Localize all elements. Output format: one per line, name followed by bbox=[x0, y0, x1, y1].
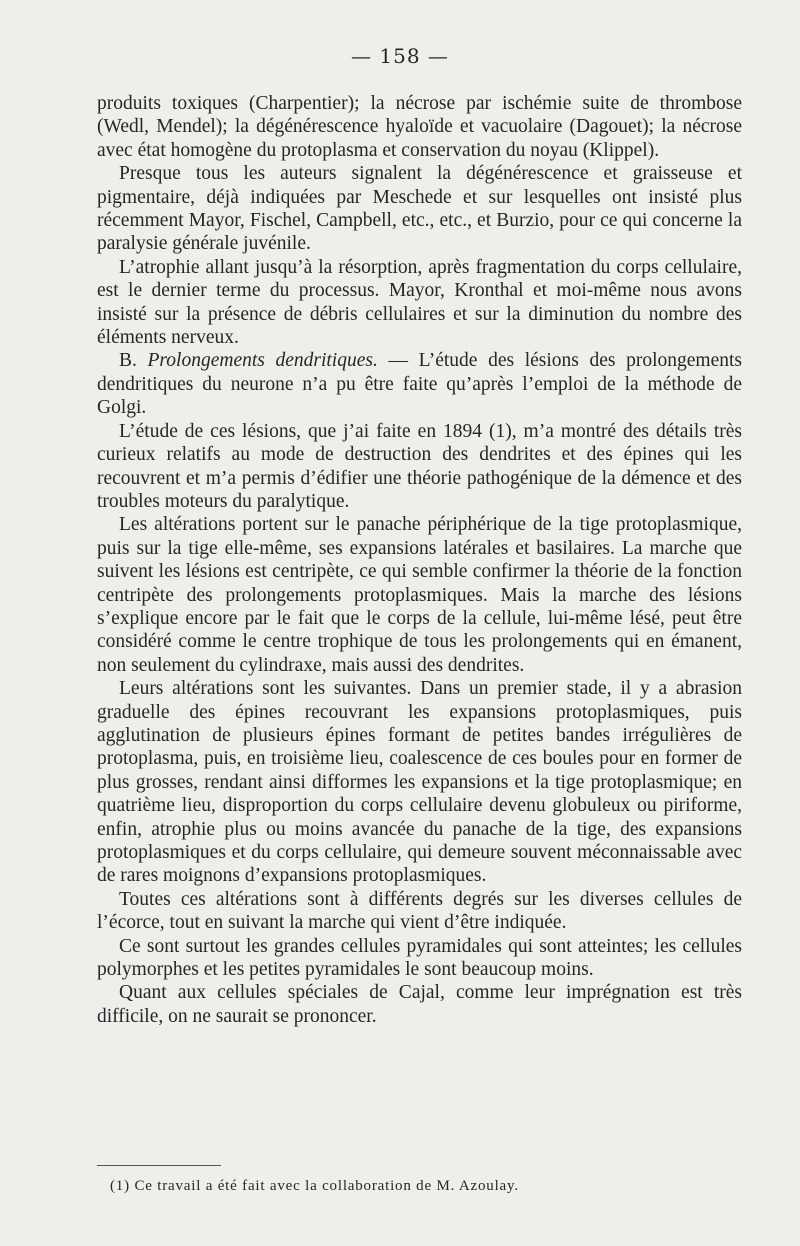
footnote: (1) Ce travail a été fait avec la collaboration de M. Azoulay. bbox=[110, 1178, 519, 1194]
paragraph-10: Quant aux cellules spéciales de Cajal, comme leur imprégnation est très difficile, on ne saurait se prononcer. bbox=[97, 982, 742, 1027]
paragraph-9: Ce sont surtout les grandes cellules pyramidales qui sont atteintes; les cellules polymorphes et les petites pyramidales le sont beaucoup moins. bbox=[97, 935, 742, 981]
section-b-title: Prolongements dendritiques. bbox=[147, 350, 378, 372]
paragraph-8: Toutes ces altérations sont à différents degrés sur les diverses cellules de l’écorce, tout en suivant la marche qui vient d’être indiquée. bbox=[97, 888, 742, 934]
paragraph-1: produits toxiques (Charpentier); la nécrose par ischémie suite de thrombose (Wedl, Mendel); la dégénérescence hyaloïde et vacuolaire (Dagouet); la nécrose avec état homogène du protoplasma et conservation du noyau (Klippel). bbox=[97, 93, 742, 161]
paragraph-3: L’atrophie allant jusqu’à la résorption, après fragmentation du corps cellulaire, est le dernier terme du processus. Mayor, Kronthal et moi-même nous avons insisté sur la présence de débris cellulaires et sur la diminution du nombre des éléments nerveux. bbox=[97, 256, 742, 349]
paragraph-7: Leurs altérations sont les suivantes. Dans un premier stade, il y a abrasion graduelle des épines recouvrant les expansions protoplasmiques, puis agglutination de plusieurs épines formant de petites bandes irrégulières de protoplasma, puis, en troisième lieu, coalescence de ces boules pour en former de plus grosses, rendant ainsi difformes les expansions et la tige protoplasmique; en quatrième lieu, disproportion du corps cellulaire devenu globuleux ou piriforme, enfin, atrophie plus ou moins avancée du panache de la tige, des expansions protoplasmiques et du corps cellulaire, qui demeure souvent méconnaissable avec de rares moignons d’expansions protoplasmiques. bbox=[97, 678, 742, 887]
section-b-paragraph bbox=[97, 349, 742, 419]
section-b-label: B. bbox=[119, 350, 137, 372]
section-b-text: — L’étude des lésions des prolongements dendritiques du neurone n’a pu être faite qu’après l’emploi de la méthode de Golgi. bbox=[97, 350, 742, 419]
page-number: — 158 — bbox=[351, 44, 449, 68]
body-text bbox=[97, 92, 742, 1028]
paragraph-2: Presque tous les auteurs signalent la dégénérescence et graisseuse et pigmentaire, déjà indiquées par Meschede et sur lesquelles ont insisté plus récemment Mayor, Fischel, Campbell, etc., etc., et Burzio, pour ce qui concerne la paralysie générale juvénile. bbox=[97, 163, 742, 255]
paragraph-5: L’étude de ces lésions, que j’ai faite en 1894 (1), m’a montré des détails très curieux relatifs au mode de destruction des dendrites et des épines qui les recouvrent et m’a permis d’édifier une théorie pathogénique de la démence et des troubles moteurs du paralytique. bbox=[97, 420, 742, 512]
paragraph-6: Les altérations portent sur le panache périphérique de la tige protoplasmique, puis sur la tige elle-même, ses expansions latérales et basilaires. La marche que suivent les lésions est centripète, ce qui semble confirmer la théorie de la fonction centripète des prolongements protoplasmiques. Mais la marche des lésions s’explique encore par le fait que le corps de la cellule, lui-même lésé, peut être considéré comme le centre trophique de tous les prolongements qui en émanent, non seulement du cylindraxe, mais aussi des dendrites. bbox=[97, 514, 742, 676]
footnote-divider bbox=[97, 1165, 221, 1166]
